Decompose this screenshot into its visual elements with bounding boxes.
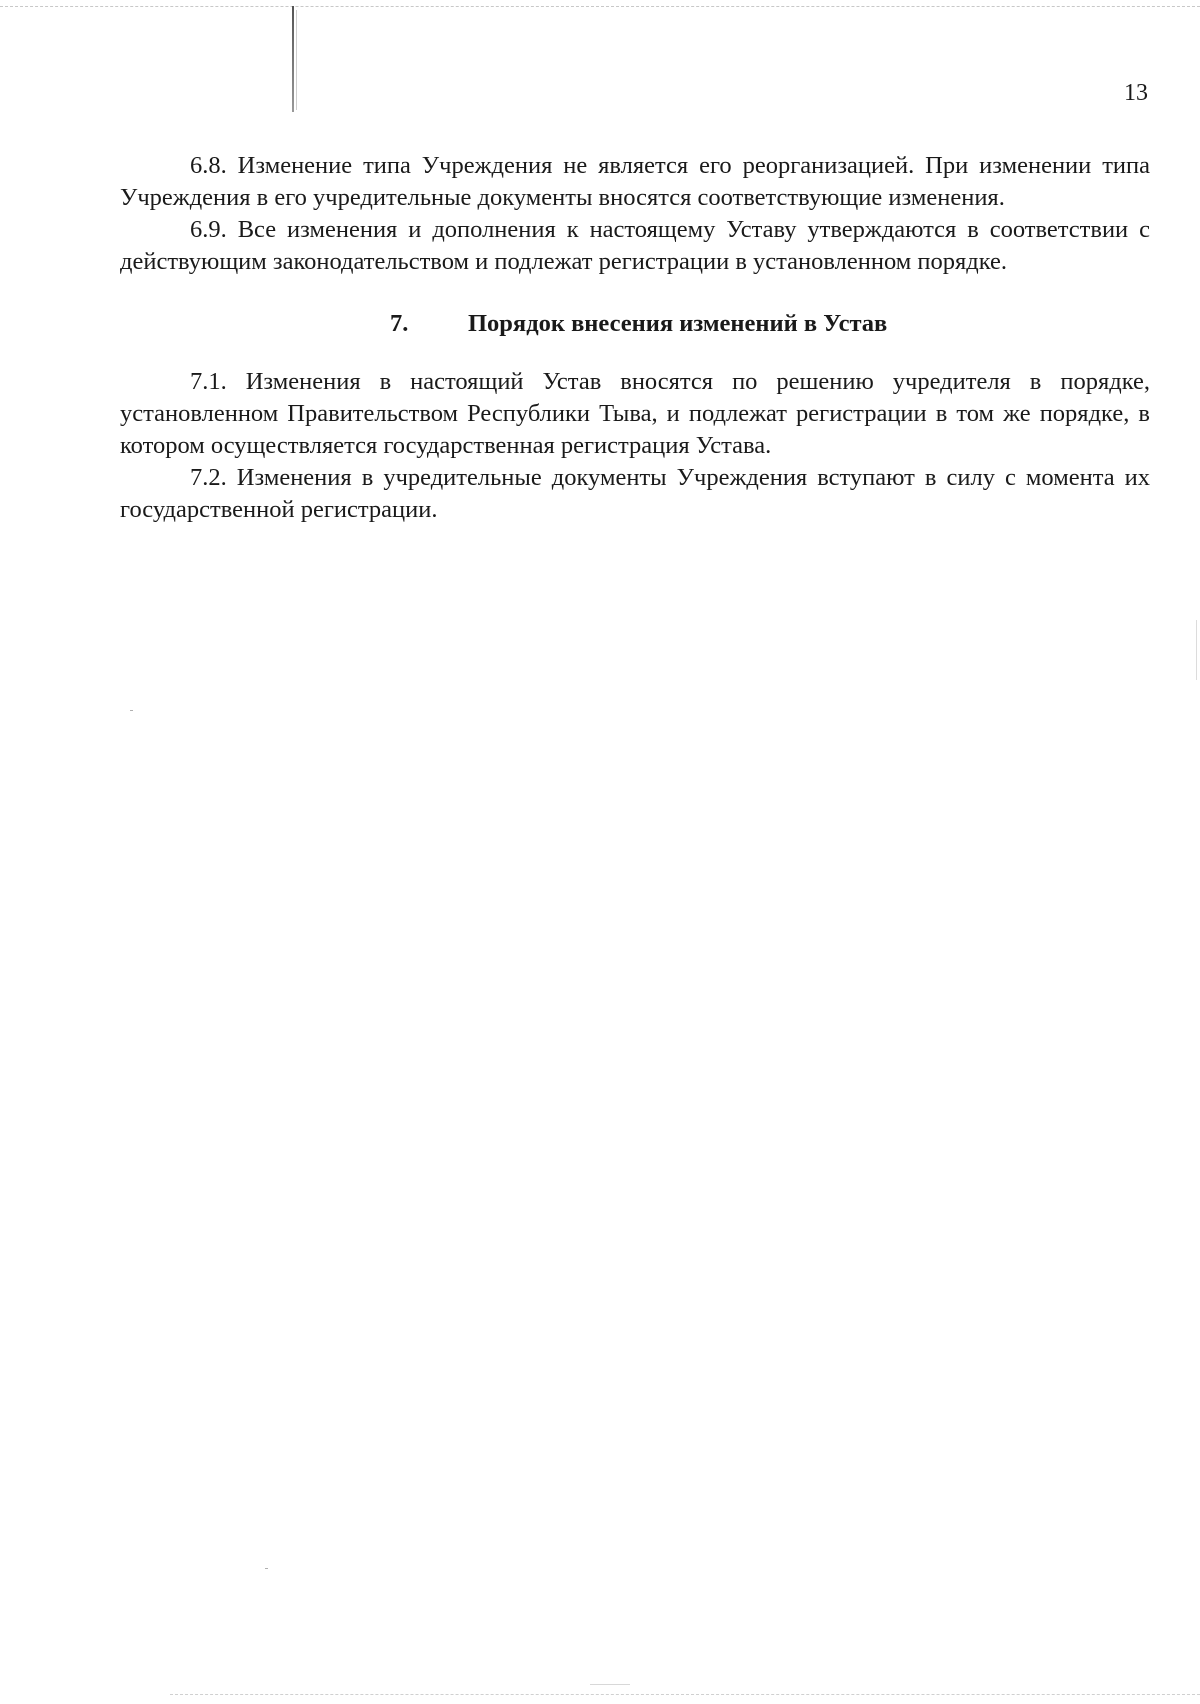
paragraph-7-2: 7.2. Изменения в учредительные документы Учреждения вступают в силу с момента их государственной регистрации.: [120, 464, 1150, 523]
paragraph-6-9: 6.9. Все изменения и дополнения к настоящему Уставу утверждаются в соответствии с действующим законодательством и подлежат регистрации в установленном порядке.: [120, 216, 1150, 275]
scan-artifact-top-line: [0, 6, 1200, 7]
paragraph-7-1: 7.1. Изменения в настоящий Устав вносятся по решению учредителя в порядке, установленном Правительством Республики Тыва, и подлежат регистрации в том же порядке, в котором осуществляется государственная регистрация Устава.: [120, 368, 1150, 459]
scan-speck: [130, 710, 133, 711]
scan-artifact-vertical-mark-faint: [296, 10, 297, 110]
paragraph-6-8: 6.8. Изменение типа Учреждения не является его реорганизацией. При изменении типа Учреждения в его учредительные документы вносятся соответствующие изменения.: [120, 152, 1150, 211]
scan-speck: [590, 1684, 630, 1685]
scan-artifact-bottom-line: [170, 1694, 1200, 1695]
scan-artifact-right-mark: [1196, 620, 1197, 680]
section-title: Порядок внесения изменений в Устав: [468, 310, 888, 337]
section-heading: [120, 308, 1150, 340]
page-number: 13: [1124, 80, 1148, 106]
document-body: [120, 150, 1150, 526]
section-number: 7.: [390, 310, 409, 337]
scan-artifact-vertical-mark: [292, 6, 294, 112]
scan-speck: [265, 1568, 268, 1569]
